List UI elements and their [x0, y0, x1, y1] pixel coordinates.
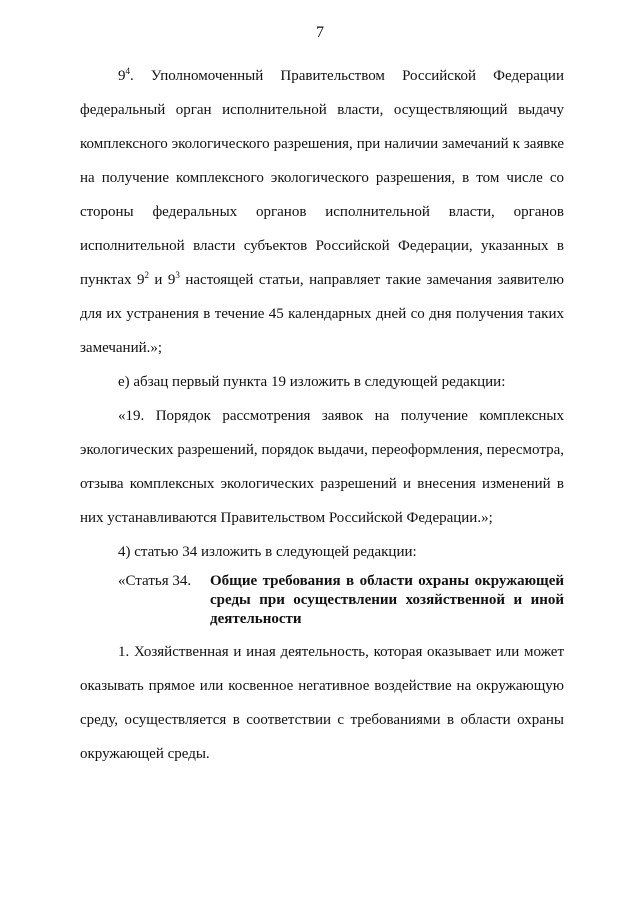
reference-base: 9 — [167, 272, 176, 288]
article-title: Общие требования в области охраны окружающей среды при осуществлении хозяйственной и иной деятельности — [210, 573, 564, 627]
clause-number-base: 9 — [118, 68, 126, 84]
paragraph-9-4 — [80, 59, 564, 365]
paragraph-e: е) абзац первый пункта 19 изложить в следующей редакции: — [118, 374, 506, 390]
paragraph-text: и — [148, 272, 168, 288]
paragraph-1: 1. Хозяйственная и иная деятельность, которая оказывает или может оказывать прямое или косвенное негативное воздействие на окружающую среду, осуществляется в соответствии с требованиями в области охраны окружающей среды. — [80, 644, 564, 762]
page-number: 7 — [316, 24, 324, 41]
paragraph-4: 4) статью 34 изложить в следующей редакции: — [118, 544, 417, 560]
article-heading — [80, 572, 564, 629]
paragraph-text: настоящей статьи, направляет такие замечания заявителю для их устранения в течение 45 календарных дней со дня получения таких замечаний.»; — [80, 272, 564, 356]
paragraph-19: «19. Порядок рассмотрения заявок на получение комплексных экологических разрешений, порядок выдачи, переоформления, пересмотра, отзыва комплексных экологических разрешений и внесения изменений в них устанавливаются Правительством Российской Федерации.»; — [80, 408, 564, 526]
paragraph-text: . Уполномоченный Правительством Российской Федерации федеральный орган исполнительной власти, осуществляющий выдачу комплексного экологического разрешения, при наличии замечаний к заявке на получение комплексного экологического разрешения, в том числе со стороны федеральных органов исполнительной власти, органов исполнительной власти субъектов Российской Федерации, указанных в пунктах — [80, 68, 564, 288]
reference-superscript: 3 — [175, 270, 180, 280]
reference-superscript: 2 — [144, 270, 149, 280]
document-body — [80, 59, 564, 771]
article-label: «Статья 34. — [118, 573, 192, 589]
clause-number-superscript: 4 — [125, 66, 130, 76]
reference-base: 9 — [136, 272, 145, 288]
